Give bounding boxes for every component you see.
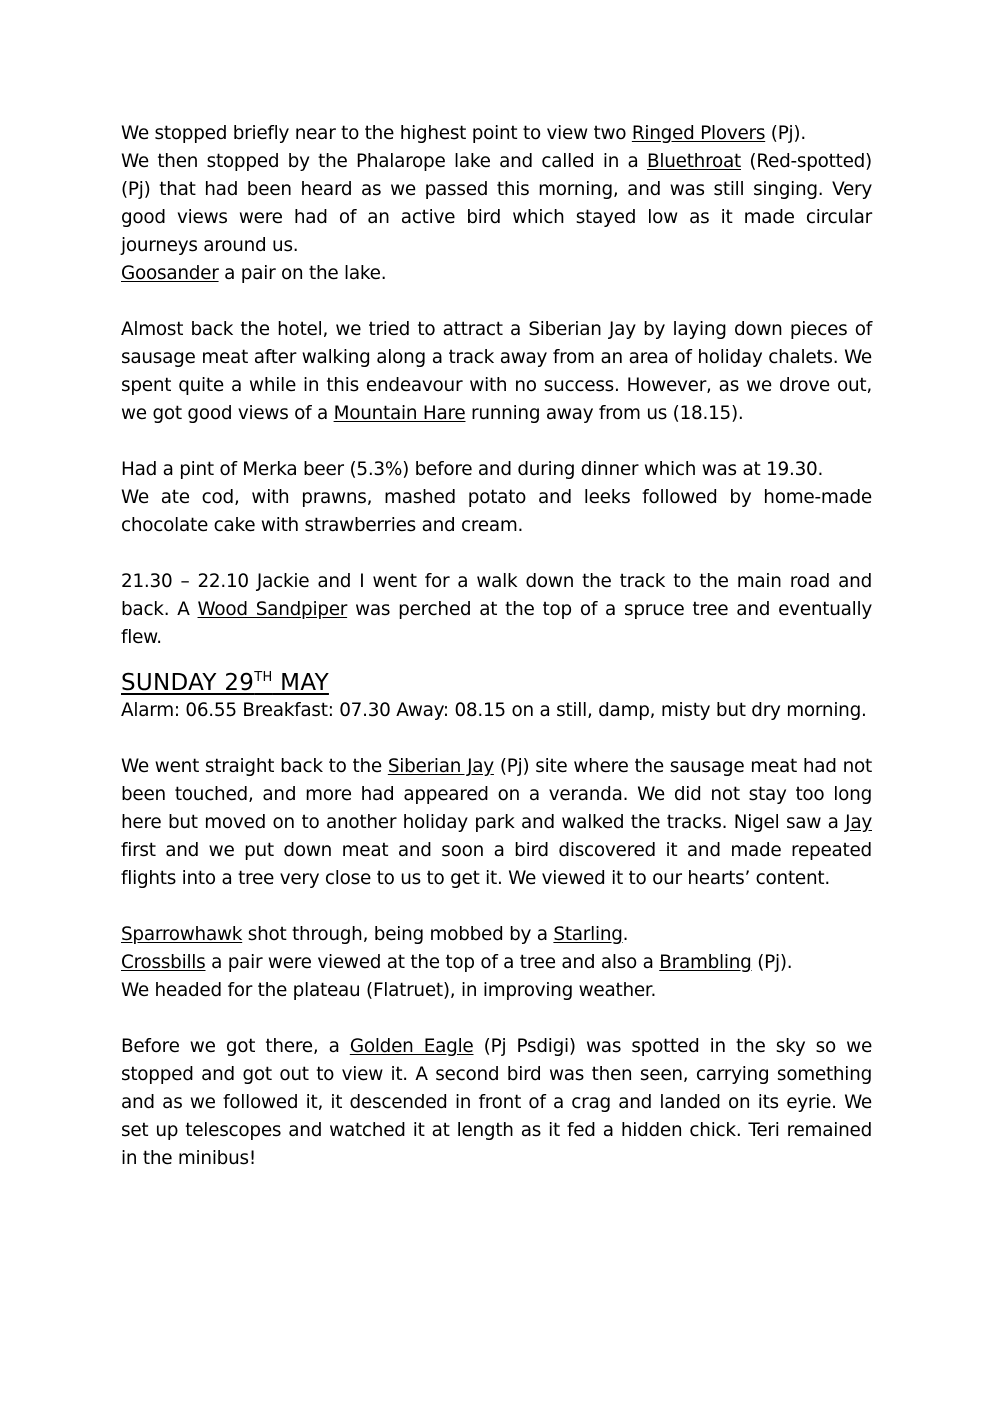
paragraph-goosander: Goosander a pair on the lake. xyxy=(121,263,387,284)
alarm-schedule: Alarm: 06.55 Breakfast: 07.30 Away: 08.15 on a still, damp, misty but dry morning. xyxy=(121,700,867,721)
species-ringed-plovers: Ringed Plovers xyxy=(631,123,766,144)
paragraph-evening-walk: 21.30 – 22.10 Jackie and I went for a walk down the track to the main road and back. A Wood Sandpiper was perched at the top of a spruce tree and eventually flew. xyxy=(121,571,873,648)
paragraph-plateau: We headed for the plateau (Flatruet), in improving weather. xyxy=(121,980,657,1001)
paragraph-dinner-beer: Had a pint of Merka beer (5.3%) before and during dinner which was at 19.30. xyxy=(121,459,824,480)
paragraph-siberian-jay: We went straight back to the Siberian Jay (Pj) site where the sausage meat had not been touched, and more had appeared on a veranda. We did not stay too long here but moved on to another holiday park and walked the tracks. Nigel saw a Jay first and we put down meat and soon a bird discovered it and made repeated flights into a tree very close to us to get it. We viewed it to our hearts’ content. xyxy=(121,756,872,889)
paragraph-bluethroat: We then stopped by the Phalarope lake and called in a Bluethroat (Red-spotted) (Pj) that had been heard as we passed this morning, and was still singing. Very good views were had of an active bird which stayed low as it made circular journeys around us. xyxy=(121,151,872,256)
species-mountain-hare: Mountain Hare xyxy=(333,403,466,424)
paragraph-siberian-jay-attempt: Almost back the hotel, we tried to attract a Siberian Jay by laying down pieces of sausage meat after walking along a track away from an area of holiday chalets. We spent quite a while in this endeavour with no success. However, as we drove out, we got good views of a Mountain Hare running away from us (18.15). xyxy=(121,319,872,424)
paragraph-dinner-menu: We ate cod, with prawns, mashed potato and leeks followed by home-made chocolate cake with strawberries and cream. xyxy=(121,487,872,536)
paragraph-golden-eagle: Before we got there, a Golden Eagle (Pj Psdigi) was spotted in the sky so we stopped and got out to view it. A second bird was then seen, carrying something and as we followed it, it descended in front of a crag and landed on its eyrie. We set up telescopes and watched it at length as it fed a hidden chick. Teri remained in the minibus! xyxy=(121,1036,873,1169)
species-crossbills: Crossbills xyxy=(121,952,206,973)
species-goosander: Goosander xyxy=(121,263,219,284)
species-bluethroat: Bluethroat xyxy=(647,151,741,172)
species-sparrowhawk: Sparrowhawk xyxy=(121,924,243,945)
species-starling: Starling xyxy=(553,924,623,945)
paragraph-ringed-plovers: We stopped briefly near to the highest point to view two Ringed Plovers (Pj). xyxy=(121,123,806,144)
species-golden-eagle: Golden Eagle xyxy=(349,1036,474,1057)
day-heading: SUNDAY 29TH MAY xyxy=(121,670,329,696)
species-jay: Jay xyxy=(845,812,872,833)
paragraph-crossbills: Crossbills a pair were viewed at the top of a tree and also a Brambling (Pj). xyxy=(121,952,793,973)
species-siberian-jay: Siberian Jay xyxy=(387,756,494,777)
species-wood-sandpiper: Wood Sandpiper xyxy=(197,599,348,620)
document-body xyxy=(121,120,872,1173)
species-brambling: Brambling xyxy=(659,952,752,973)
paragraph-sparrowhawk: Sparrowhawk shot through, being mobbed by a Starling. xyxy=(121,924,629,945)
